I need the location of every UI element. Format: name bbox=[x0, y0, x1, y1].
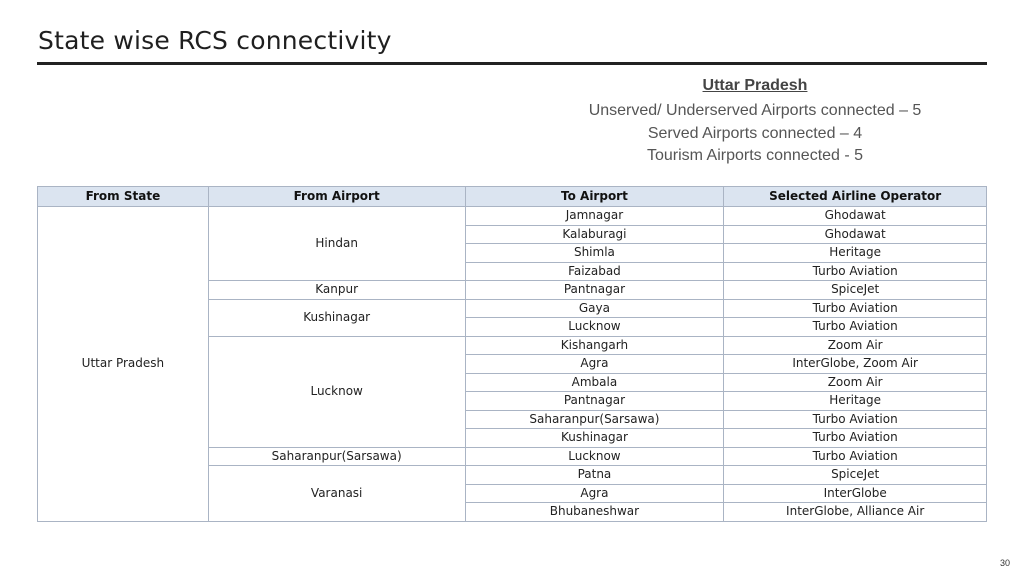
table-row bbox=[38, 207, 987, 226]
cell-airline-operator: SpiceJet bbox=[724, 281, 987, 300]
cell-to-airport: Faizabad bbox=[465, 262, 724, 281]
cell-to-airport: Patna bbox=[465, 466, 724, 485]
cell-to-airport: Saharanpur(Sarsawa) bbox=[465, 410, 724, 429]
cell-airline-operator: Zoom Air bbox=[724, 336, 987, 355]
header-from-airport: From Airport bbox=[208, 187, 465, 207]
cell-to-airport: Gaya bbox=[465, 299, 724, 318]
cell-from-state: Uttar Pradesh bbox=[38, 207, 209, 522]
cell-airline-operator: InterGlobe bbox=[724, 484, 987, 503]
summary-state: Uttar Pradesh bbox=[702, 77, 808, 94]
summary-tourism: Tourism Airports connected - 5 bbox=[646, 147, 864, 164]
cell-to-airport: Pantnagar bbox=[465, 281, 724, 300]
cell-airline-operator: Turbo Aviation bbox=[724, 410, 987, 429]
cell-to-airport: Agra bbox=[465, 484, 724, 503]
cell-airline-operator: Turbo Aviation bbox=[724, 447, 987, 466]
table-header-row bbox=[38, 187, 987, 207]
header-from-state: From State bbox=[38, 187, 209, 207]
cell-to-airport: Lucknow bbox=[465, 318, 724, 337]
cell-airline-operator: InterGlobe, Zoom Air bbox=[724, 355, 987, 374]
cell-airline-operator: Turbo Aviation bbox=[724, 429, 987, 448]
table-body bbox=[38, 207, 987, 522]
cell-airline-operator: Zoom Air bbox=[724, 373, 987, 392]
header-airline-operator: Selected Airline Operator bbox=[724, 187, 987, 207]
page-title: State wise RCS connectivity bbox=[38, 26, 392, 55]
header-to-airport: To Airport bbox=[465, 187, 724, 207]
cell-airline-operator: Ghodawat bbox=[724, 207, 987, 226]
cell-airline-operator: Turbo Aviation bbox=[724, 299, 987, 318]
cell-airline-operator: InterGlobe, Alliance Air bbox=[724, 503, 987, 522]
connectivity-table bbox=[37, 186, 987, 522]
state-summary bbox=[540, 76, 970, 168]
cell-airline-operator: Ghodawat bbox=[724, 225, 987, 244]
cell-to-airport: Lucknow bbox=[465, 447, 724, 466]
cell-from-airport: Lucknow bbox=[208, 336, 465, 447]
cell-to-airport: Kushinagar bbox=[465, 429, 724, 448]
cell-to-airport: Pantnagar bbox=[465, 392, 724, 411]
cell-to-airport: Kalaburagi bbox=[465, 225, 724, 244]
cell-from-airport: Varanasi bbox=[208, 466, 465, 522]
summary-unserved: Unserved/ Underserved Airports connected – 5 bbox=[588, 102, 922, 119]
cell-airline-operator: Turbo Aviation bbox=[724, 262, 987, 281]
cell-to-airport: Shimla bbox=[465, 244, 724, 263]
cell-from-airport: Kushinagar bbox=[208, 299, 465, 336]
cell-airline-operator: Turbo Aviation bbox=[724, 318, 987, 337]
title-divider bbox=[37, 62, 987, 65]
cell-to-airport: Bhubaneshwar bbox=[465, 503, 724, 522]
cell-airline-operator: Heritage bbox=[724, 392, 987, 411]
page-number: 30 bbox=[999, 558, 1010, 568]
cell-airline-operator: SpiceJet bbox=[724, 466, 987, 485]
cell-airline-operator: Heritage bbox=[724, 244, 987, 263]
cell-to-airport: Kishangarh bbox=[465, 336, 724, 355]
cell-from-airport: Hindan bbox=[208, 207, 465, 281]
cell-from-airport: Kanpur bbox=[208, 281, 465, 300]
cell-to-airport: Ambala bbox=[465, 373, 724, 392]
cell-to-airport: Jamnagar bbox=[465, 207, 724, 226]
summary-served: Served Airports connected – 4 bbox=[647, 124, 863, 142]
cell-to-airport: Agra bbox=[465, 355, 724, 374]
cell-from-airport: Saharanpur(Sarsawa) bbox=[208, 447, 465, 466]
